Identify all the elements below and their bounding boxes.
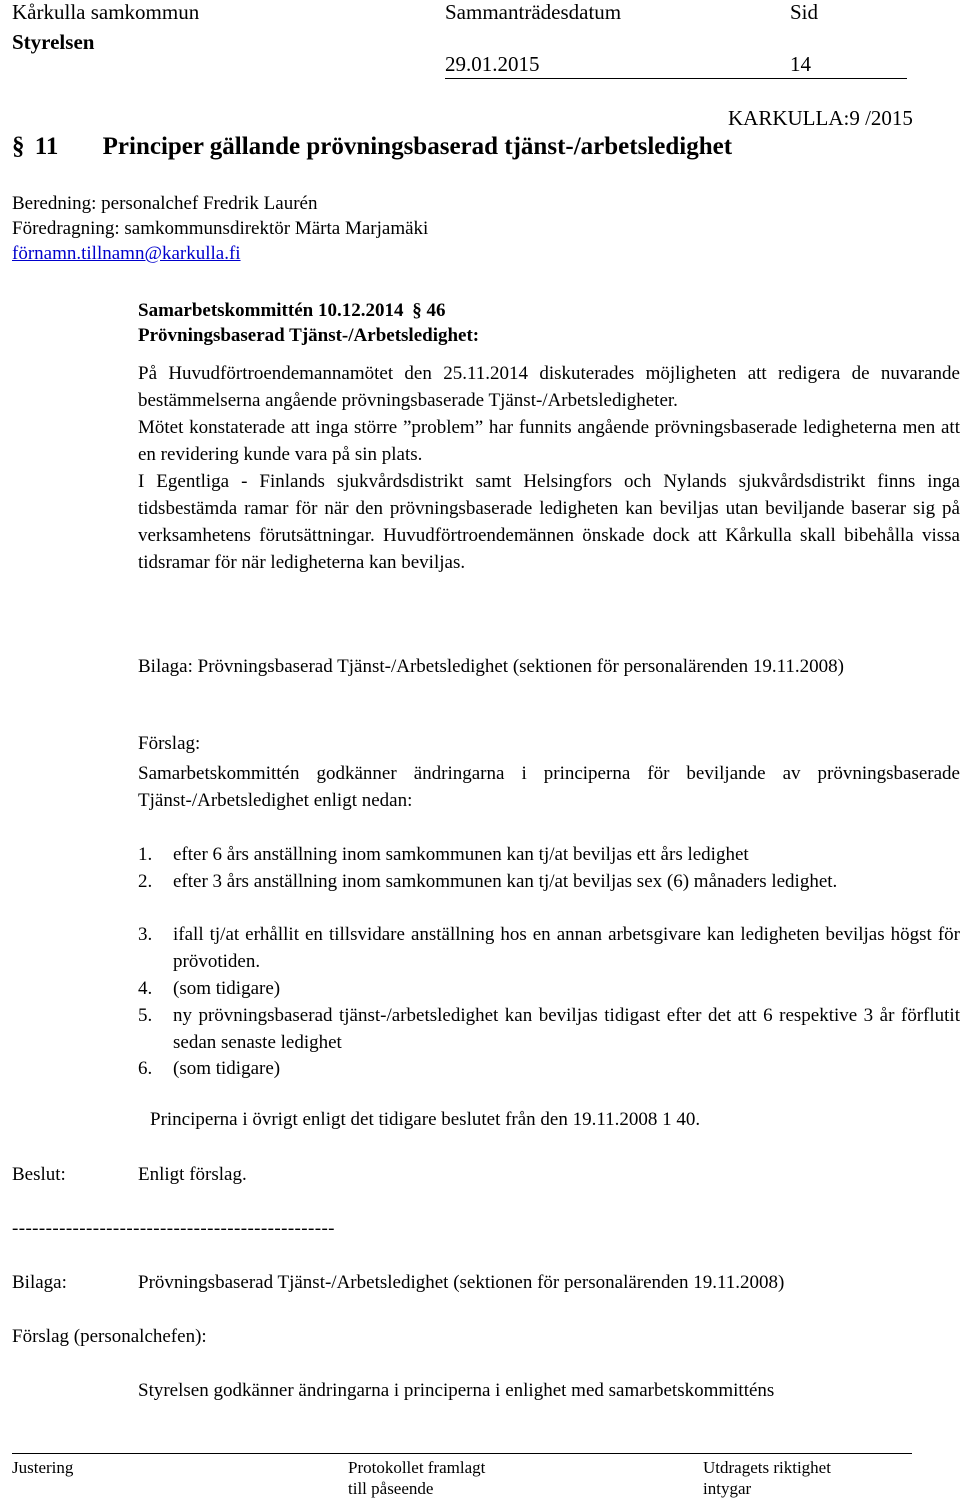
forslag-text: Samarbetskommittén godkänner ändringarna i principerna för beviljande av prövningsbaserade Tjänst-/Arbetsledighet enligt nedan: (138, 763, 960, 811)
footer-protokollet-1: Protokollet framlagt (348, 1458, 486, 1477)
list-item-text: ifall tj/at erhållit en tillsvidare anställning hos en annan arbetsgivare kan ledigheten beviljas högst för prövotiden. (173, 924, 960, 972)
foredragning: Föredragning: samkommunsdirektör Märta Marjamäki (12, 218, 429, 239)
paragraph-2: Mötet konstaterade att inga större ”problem” har funnits angående prövningsbaserade ledigheterna men att en revidering kunde vara på sin plats. (138, 417, 960, 465)
beredning: Beredning: personalchef Fredrik Laurén (12, 193, 318, 214)
principles-note: Principerna i övrigt enligt det tidigare beslutet från den 19.11.2008 1 40. (150, 1109, 701, 1130)
email-link[interactable] (12, 243, 241, 265)
list-item-text: efter 6 års anställning inom samkommunen kan tj/at beviljas ett års ledighet (173, 844, 749, 865)
footer-protokollet-2: till påseende (348, 1479, 434, 1498)
bilaga-text: Prövningsbaserad Tjänst-/Arbetsledighet (sektionen för personalärenden 19.11.2008) (138, 1272, 785, 1293)
paragraph-1: På Huvudförtroendemannamötet den 25.11.2014 diskuterades möjligheten att redigera de nuvarande bestämmelserna angående prövningsbaserade Tjänst-/Arbetsledigheter. (138, 363, 960, 411)
committee-date: Samarbetskommittén 10.12.2014 (138, 300, 404, 321)
personalchef-text: Styrelsen godkänner ändringarna i principerna i enlighet med samarbetskommitténs (138, 1380, 775, 1401)
org-name: Kårkulla samkommun (12, 0, 200, 24)
beslut-label: Beslut: (12, 1164, 66, 1185)
list-item-number: 3. (138, 924, 153, 945)
section-number: 11 (34, 133, 59, 160)
committee-symbol: § (412, 300, 422, 321)
list-item-text: efter 3 års anställning inom samkommunen kan tj/at beviljas sex (6) månaders ledighet. (173, 871, 838, 892)
footer-rule (12, 1453, 912, 1454)
section-symbol: § (12, 133, 25, 160)
diary-number: KARKULLA:9 /2015 (728, 106, 913, 130)
forslag-label: Förslag: (138, 733, 201, 754)
paragraph-3: I Egentliga - Finlands sjukvårdsdistrikt samt Helsingfors och Nylands sjukvårdsdistrikt finns inga tidsbestämda ramar för när den prövningsbaserade ledigheten kan beviljas utan beviljande baserar sig på verksamhetens förutsättningar. Huvudförtroendemännen önskade dock att Kårkulla skall bibehålla vissa tidsramar för när ledigheterna kan beviljas. (138, 471, 960, 573)
body-name: Styrelsen (12, 30, 95, 54)
footer-justering: Justering (12, 1458, 74, 1477)
footer-utdrag-1: Utdragets riktighet (703, 1458, 831, 1477)
page-label: Sid (790, 0, 819, 24)
section-title: Principer gällande prövningsbaserad tjänst-/arbetsledighet (102, 133, 733, 160)
header-rule (445, 78, 907, 79)
footer-utdrag-2: intygar (703, 1479, 752, 1498)
committee-subtitle: Prövningsbaserad Tjänst-/Arbetsledighet: (138, 325, 480, 346)
list-item-number: 1. (138, 844, 153, 865)
email-link-text[interactable]: förnamn.tillnamn@karkulla.fi (12, 243, 241, 264)
meeting-date: 29.01.2015 (445, 52, 540, 76)
list-item-number: 2. (138, 871, 153, 892)
list-item-text: (som tidigare) (173, 1058, 281, 1079)
page-number: 14 (790, 52, 811, 76)
list-item-text: ny prövningsbaserad tjänst-/arbetsledighet kan beviljas tidigast efter det att 6 respektive 3 år förflutit sedan senaste ledighet (173, 1005, 960, 1053)
list-item-number: 6. (138, 1058, 153, 1079)
date-label: Sammanträdesdatum (445, 0, 622, 24)
list-item-number: 5. (138, 1005, 153, 1026)
separator: ------------------------------------------------ (12, 1218, 335, 1239)
list-item-text: (som tidigare) (173, 978, 281, 999)
personalchef-label: Förslag (personalchefen): (12, 1326, 207, 1347)
beslut-text: Enligt förslag. (138, 1164, 247, 1185)
section-heading (12, 133, 732, 161)
bilaga-inline: Bilaga: Prövningsbaserad Tjänst-/Arbetsledighet (sektionen för personalärenden 19.11.2008) (138, 656, 844, 677)
committee-number: 46 (426, 300, 446, 321)
committee-ref (138, 300, 445, 322)
bilaga-label: Bilaga: (12, 1272, 67, 1293)
list-item-number: 4. (138, 978, 153, 999)
